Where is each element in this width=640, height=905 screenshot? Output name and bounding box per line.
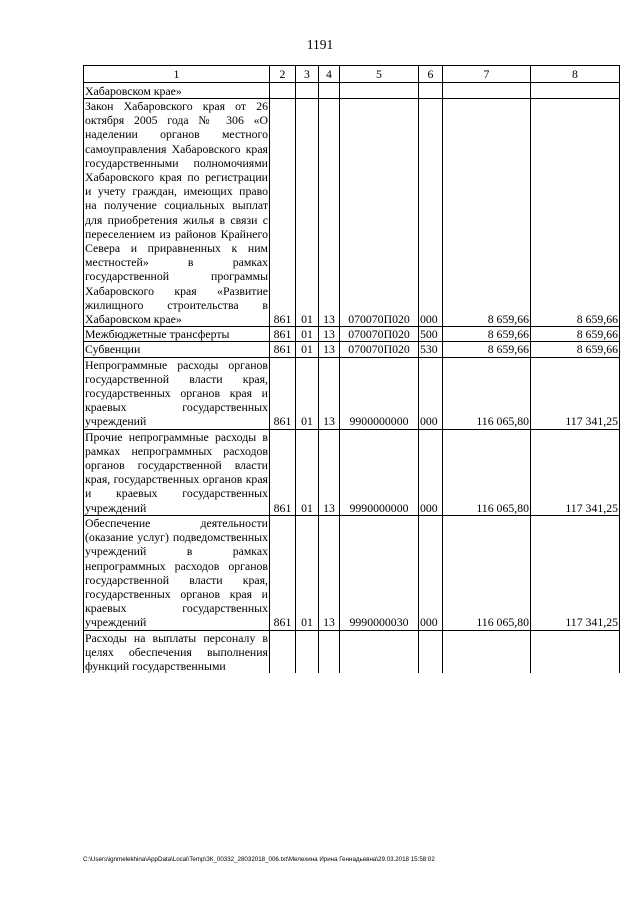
row-cell-7: 8 659,66 (443, 327, 531, 342)
budget-table (83, 65, 620, 673)
header-cell: 2 (270, 66, 296, 83)
table-header-row (84, 66, 620, 83)
row-cell-5 (340, 630, 419, 673)
row-cell-7: 8 659,66 (443, 342, 531, 357)
row-cell-5: 9900000000 (340, 357, 419, 429)
row-name-cell: Прочие непрограммные расходы в рамках непрограммных расходов органов государственной власти края, государственных органов края и краевых государственных учреждений (85, 429, 268, 515)
row-cell-7 (443, 83, 531, 99)
row-cell-2: 861 (270, 327, 296, 342)
table-row (84, 429, 620, 515)
header-cell: 3 (296, 66, 319, 83)
row-cell-6: 000 (419, 99, 443, 327)
row-cell-8: 8 659,66 (531, 342, 620, 357)
row-cell-4 (319, 630, 340, 673)
row-cell-7: 116 065,80 (443, 515, 531, 630)
footer-file-path: C:\Users\ignmelekhina\AppData\Local\Temp\ЗК_00332_28032018_006.txt\Мелехина Ирина Геннадьевна\29.03.2018 15:58:02 (83, 856, 435, 863)
row-cell-3 (296, 630, 319, 673)
row-cell-7: 116 065,80 (443, 357, 531, 429)
header-cell: 8 (531, 66, 620, 83)
row-cell-7: 8 659,66 (443, 99, 531, 327)
row-cell-4: 13 (319, 357, 340, 429)
page-number: 1191 (306, 37, 334, 52)
row-cell-7: 116 065,80 (443, 429, 531, 515)
row-cell-3: 01 (296, 357, 319, 429)
row-cell-3: 01 (296, 342, 319, 357)
table-row (84, 342, 620, 357)
row-cell-8: 8 659,66 (531, 327, 620, 342)
table-row (84, 327, 620, 342)
row-cell-6: 530 (419, 342, 443, 357)
row-cell-2 (270, 83, 296, 99)
header-cell: 7 (443, 66, 531, 83)
row-name-cell: Расходы на выплаты персоналу в целях обеспечения выполнения функций государственными (85, 630, 268, 673)
row-cell-3 (296, 83, 319, 99)
row-cell-6: 000 (419, 429, 443, 515)
row-cell-6: 000 (419, 357, 443, 429)
row-cell-5: 070070П020 (340, 342, 419, 357)
row-cell-5: 9990000000 (340, 429, 419, 515)
table-row (84, 83, 620, 99)
row-cell-8: 117 341,25 (531, 515, 620, 630)
row-cell-6 (419, 83, 443, 99)
row-name-cell: Межбюджетные трансферты (84, 327, 270, 342)
row-name-cell: Хабаровском крае» (84, 83, 270, 99)
row-cell-5: 070070П020 (340, 99, 419, 327)
row-cell-2: 861 (270, 342, 296, 357)
row-cell-6: 000 (419, 515, 443, 630)
row-cell-4: 13 (319, 342, 340, 357)
header-cell: 5 (340, 66, 419, 83)
table-row (84, 630, 620, 673)
table-row (84, 515, 620, 630)
row-cell-2: 861 (270, 515, 296, 630)
row-cell-4 (319, 83, 340, 99)
row-name-cell: Непрограммные расходы органов государственной власти края, государственных органов края и краевых государственных учреждений (85, 357, 268, 429)
row-cell-8: 117 341,25 (531, 357, 620, 429)
row-cell-6: 500 (419, 327, 443, 342)
row-name-cell: Субвенции (84, 342, 270, 357)
row-name-cell: Обеспечение деятельности (оказание услуг) подведомственных учреждений в рамках непрограммных расходов органов государственной власти края, государственных органов края и краевых государственных учреждений (85, 515, 268, 630)
header-cell: 6 (419, 66, 443, 83)
row-cell-8: 8 659,66 (531, 99, 620, 327)
row-cell-5: 9990000030 (340, 515, 419, 630)
row-cell-3: 01 (296, 429, 319, 515)
row-cell-2 (270, 630, 296, 673)
row-cell-3: 01 (296, 99, 319, 327)
header-cell: 4 (319, 66, 340, 83)
row-cell-5 (340, 83, 419, 99)
header-cell: 1 (84, 66, 270, 83)
row-cell-4: 13 (319, 327, 340, 342)
row-cell-8 (531, 630, 620, 673)
row-cell-8 (531, 83, 620, 99)
row-cell-3: 01 (296, 515, 319, 630)
table-row (84, 99, 620, 327)
row-cell-5: 070070П020 (340, 327, 419, 342)
row-name-cell: Закон Хабаровского края от 26 октября 2005 года № 306 «О наделении органов местного самоуправления Хабаровского края государственными полномочиями Хабаровского края по регистрации и учету граждан, имеющих право на получение социальных выплат для приобретения жилья в связи с переселением из районов Крайнего Севера и приравненных к ним местностей» в рамках государственной программы Хабаровского края «Развитие жилищного строительства в Хабаровском крае» (85, 99, 268, 327)
row-cell-4: 13 (319, 99, 340, 327)
row-cell-2: 861 (270, 357, 296, 429)
row-cell-3: 01 (296, 327, 319, 342)
row-cell-4: 13 (319, 515, 340, 630)
table-row (84, 357, 620, 429)
row-cell-4: 13 (319, 429, 340, 515)
row-cell-8: 117 341,25 (531, 429, 620, 515)
row-cell-2: 861 (270, 429, 296, 515)
row-cell-6 (419, 630, 443, 673)
row-cell-2: 861 (270, 99, 296, 327)
row-cell-7 (443, 630, 531, 673)
